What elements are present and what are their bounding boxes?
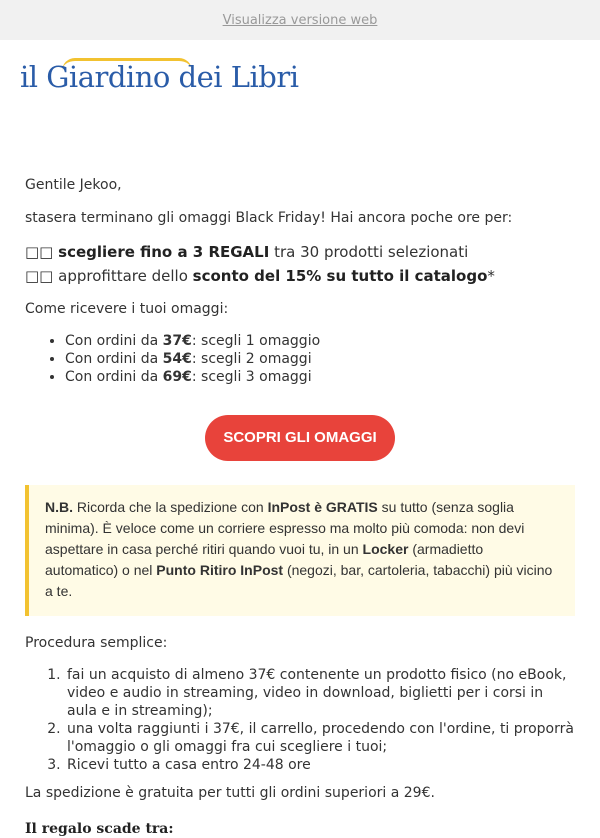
highlight-discount xyxy=(25,264,575,288)
tier-list xyxy=(25,332,575,386)
procedure-heading: Procedura semplice: xyxy=(25,635,168,651)
shipping-note xyxy=(25,485,575,616)
tier-amount: 69€ xyxy=(162,369,192,385)
note-text: su tutto (senza soglia minima). È veloce come un corriere espresso ma molto più comoda: non devi aspettare in casa perché ritiri quando vuoi tu, in un xyxy=(45,499,525,557)
expire-heading: Il regalo scade tra: xyxy=(25,821,174,837)
how-to-heading: Come ricevere i tuoi omaggi: xyxy=(25,301,229,317)
view-web-version-link[interactable]: Visualizza versione web xyxy=(222,12,378,28)
brand-logo[interactable] xyxy=(0,40,600,100)
tier-item xyxy=(65,368,575,386)
gift-emoji-icon: □□ xyxy=(25,243,54,261)
tier-item xyxy=(65,350,575,368)
intro-text: stasera terminano gli omaggi Black Friday! Hai ancora poche ore per: xyxy=(25,210,513,226)
highlight-gifts xyxy=(25,240,575,264)
free-shipping-text: La spedizione è gratuita per tutti gli ordini superiori a 29€. xyxy=(25,785,435,801)
highlight-gifts-rest: tra 30 prodotti selezionati xyxy=(269,243,469,261)
procedure-step: 2. una volta raggiunti i 37€, il carrello, procedendo con l'ordine, ti proporrà l'omaggio o gli omaggi fra cui scegliere i tuoi; xyxy=(65,720,575,756)
tier-label: Con ordini da xyxy=(65,369,163,385)
top-bar xyxy=(0,0,600,40)
note-text: (armadietto automatico) o nel xyxy=(45,541,484,578)
procedure-step: 3. Ricevi tutto a casa entro 24-48 ore xyxy=(65,756,575,774)
discover-gifts-button[interactable]: SCOPRI GLI OMAGGI xyxy=(205,415,395,461)
tier-reward: : scegli 2 omaggi xyxy=(191,351,312,367)
email-body xyxy=(0,176,600,838)
procedure-steps xyxy=(25,666,575,774)
note-locker: Locker xyxy=(362,541,409,557)
note-text: Ricorda che la spedizione con xyxy=(73,499,268,515)
tier-label: Con ordini da xyxy=(65,333,163,349)
greeting: Gentile Jekoo, xyxy=(25,177,122,193)
tier-amount: 54€ xyxy=(162,351,192,367)
procedure-step: 1. fai un acquisto di almeno 37€ contenente un prodotto fisico (no eBook, video e audio in streaming, video in download, biglietti per i corsi in aula e in streaming); xyxy=(65,666,575,720)
note-inpost-free: InPost è GRATIS xyxy=(267,499,378,515)
tier-reward: : scegli 1 omaggio xyxy=(191,333,321,349)
logo-text: il Giardino dei Libri xyxy=(20,60,299,94)
cta-wrapper xyxy=(25,415,575,461)
discount-emoji-icon: □□ xyxy=(25,267,54,285)
highlight-gifts-bold: scegliere fino a 3 REGALI xyxy=(58,243,270,261)
note-pickup-point: Punto Ritiro InPost xyxy=(156,562,284,578)
highlight-discount-pre: approfittare dello xyxy=(53,267,193,285)
tier-amount: 37€ xyxy=(162,333,192,349)
highlight-discount-bold: sconto del 15% su tutto il catalogo xyxy=(192,267,488,285)
note-text: (negozi, bar, cartoleria, tabacchi) più vicino a te. xyxy=(45,562,553,599)
tier-item xyxy=(65,332,575,350)
highlight-discount-rest: * xyxy=(487,267,495,285)
note-nb: N.B. xyxy=(45,499,73,515)
tier-label: Con ordini da xyxy=(65,351,163,367)
tier-reward: : scegli 3 omaggi xyxy=(191,369,312,385)
